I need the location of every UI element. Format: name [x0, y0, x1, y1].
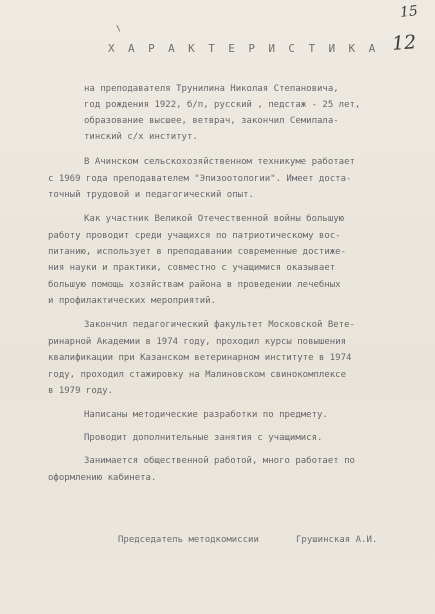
text-line: образование высшее, ветврач, закончил Семипала- — [84, 116, 339, 126]
text-line: год рождения 1922, б/п, русский , педстаж - 25 лет, — [84, 100, 361, 110]
text-line: Закончил педагогический факультет Московской Вете- — [84, 320, 355, 330]
handwritten-note: 12 — [391, 31, 417, 55]
signature-name: Грушинская А.И. — [296, 535, 378, 545]
text-line: работу проводит среди учащихся по патриотическому вос- — [48, 231, 341, 241]
text-line: оформлению кабинета. — [48, 473, 157, 483]
text-line: Написаны методические разработки по предмету. — [84, 410, 328, 420]
text-line: на преподавателя Трунилина Николая Степановича, — [84, 84, 339, 94]
text-line: ринарной Академии в 1974 году, проходил курсы повышения — [48, 337, 347, 347]
signature-label: Председатель методкомиссии — [118, 535, 259, 545]
text-line: точный трудовой и педагогический опыт. — [48, 190, 254, 200]
text-line: большую помощь хозяйствам района в проведении лечебных — [48, 280, 341, 290]
text-line: году, проходил стажировку на Малиновском свинокомплексе — [48, 370, 347, 380]
text-line: квалификации при Казанском ветеринарном институте в 1974 — [48, 353, 352, 363]
handwritten-page-number: 15 — [399, 3, 419, 21]
text-line: Занимается общественной работой, много работает по — [84, 456, 355, 466]
document-title: Х А Р А К Т Е Р И С Т И К А — [108, 42, 379, 55]
text-line: В Ачинском сельскохозяйственном техникуме работает — [84, 157, 355, 167]
text-line: питанию, использует в преподавании современные достиже- — [48, 247, 347, 257]
text-line: с 1969 года преподавателем "Эпизоотологии". Имеет доста- — [48, 174, 352, 184]
text-line: в 1979 году. — [48, 386, 114, 396]
text-line: Как участник Великой Отечественной войны большую — [84, 214, 345, 224]
text-line: ния науки и практики, совместно с учащимися оказывает — [48, 263, 336, 273]
margin-mark: \ — [116, 24, 121, 33]
text-line: тинский с/х институт. — [84, 132, 198, 142]
text-line: и профилактических мероприятий. — [48, 296, 216, 306]
text-line: Проводит дополнительные занятия с учащимися. — [84, 433, 323, 443]
